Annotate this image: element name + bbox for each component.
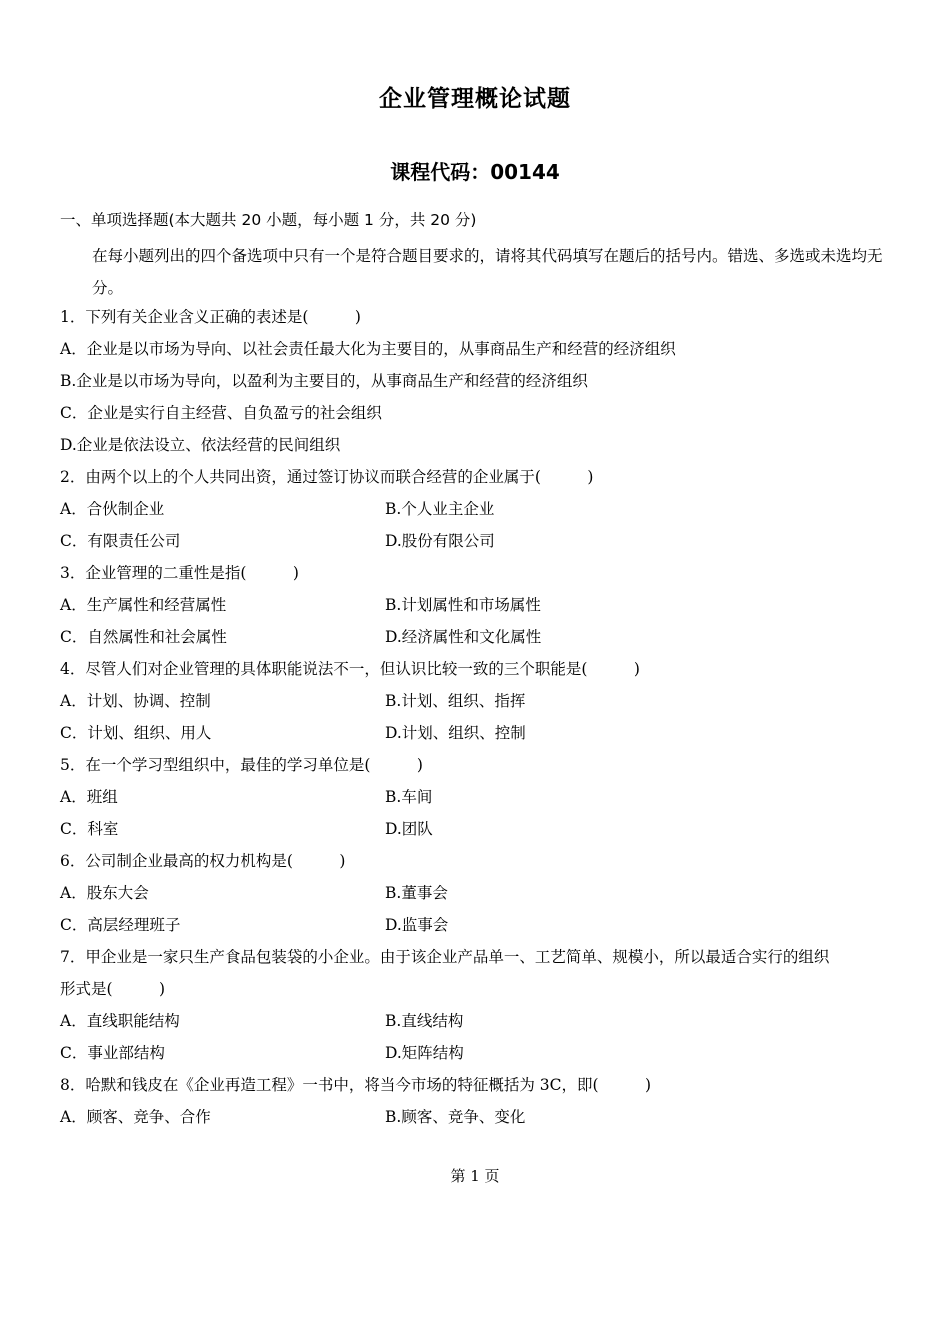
question-6-option-d: D.监事会 [385,916,449,934]
question-1-option-c: C．企业是实行自主经营、自负盈亏的社会组织 [60,404,382,422]
question-2-option-d: D.股份有限公司 [385,532,495,550]
course-code: 课程代码：00144 [390,160,560,184]
question-7-options-row-2 [60,1037,905,1069]
question-2-option-b: B.个人业主企业 [385,500,495,518]
question-6-option-c: C．高层经理班子 [60,916,181,934]
question-1-option-d: D.企业是依法设立、依法经营的民间组织 [60,436,341,454]
question-list [60,301,905,1133]
question-8-stem: 8．哈默和钱皮在《企业再造工程》一书中，将当今市场的特征概括为 3C，即( ) [60,1076,652,1094]
question-3-stem: 3．企业管理的二重性是指( ) [60,564,299,582]
question-7-option-a: A．直线职能结构 [60,1012,180,1030]
question-3-option-d: D.经济属性和文化属性 [385,628,542,646]
question-5-options-row-2 [60,813,905,845]
question-2-option-a: A．合伙制企业 [60,500,165,518]
question-3-options-row-1 [60,589,905,621]
question-2-option-c: C．有限责任公司 [60,532,181,550]
question-3-option-b: B.计划属性和市场属性 [385,596,541,614]
question-5-options-row-1 [60,781,905,813]
question-6-options-row-1 [60,877,905,909]
question-4-option-c: C．计划、组织、用人 [60,724,212,742]
section-heading: 一、单项选择题(本大题共 20 小题，每小题 1 分，共 20 分) [60,211,477,229]
question-8-option-b: B.顾客、竞争、变化 [385,1108,526,1126]
question-8-option-a: A．顾客、竞争、合作 [60,1108,211,1126]
question-5-option-d: D.团队 [385,820,433,838]
question-1-stem: 1．下列有关企业含义正确的表述是( ) [60,308,361,326]
question-4-option-d: D.计划、组织、控制 [385,724,526,742]
question-4-option-a: A．计划、协调、控制 [60,692,211,710]
question-6-option-a: A．股东大会 [60,884,149,902]
question-5-option-a: A．班组 [60,788,118,806]
question-4-options-row-2 [60,717,905,749]
question-4-option-b: B.计划、组织、指挥 [385,692,526,710]
question-4-stem: 4．尽管人们对企业管理的具体职能说法不一，但认识比较一致的三个职能是( ) [60,660,640,678]
question-8-options-row-1 [60,1101,905,1133]
exam-title: 企业管理概论试题 [379,86,571,112]
question-2-options-row-2 [60,525,905,557]
question-1-option-b: B.企业是以市场为导向，以盈利为主要目的，从事商品生产和经营的经济组织 [60,372,588,390]
question-6-option-b: B.董事会 [385,884,448,902]
question-7-option-c: C．事业部结构 [60,1044,165,1062]
question-7-options-row-1 [60,1005,905,1037]
page-footer: 第 1 页 [450,1167,500,1185]
question-3-option-a: A．生产属性和经营属性 [60,596,227,614]
question-3-options-row-2 [60,621,905,653]
question-7-option-d: D.矩阵结构 [385,1044,464,1062]
question-3-option-c: C．自然属性和社会属性 [60,628,227,646]
question-2-stem: 2．由两个以上的个人共同出资，通过签订协议而联合经营的企业属于( ) [60,468,594,486]
question-5-option-c: C．科室 [60,820,119,838]
question-5-option-b: B.车间 [385,788,433,806]
question-2-options-row-1 [60,493,905,525]
question-7-stem-line-1: 7．甲企业是一家只生产食品包装袋的小企业。由于该企业产品单一、工艺简单、规模小，所以最适合实行的组织 [60,948,830,966]
question-6-options-row-2 [60,909,905,941]
question-5-stem: 5．在一个学习型组织中，最佳的学习单位是( ) [60,756,423,774]
section-instructions: 在每小题列出的四个备选项中只有一个是符合题目要求的，请将其代码填写在题后的括号内。错选、多选或未选均无分。 [92,247,883,297]
question-6-stem: 6．公司制企业最高的权力机构是( ) [60,852,346,870]
question-1-option-a: A．企业是以市场为导向、以社会责任最大化为主要目的，从事商品生产和经营的经济组织 [60,340,676,358]
question-7-stem-line-2: 形式是( ) [60,980,166,998]
question-4-options-row-1 [60,685,905,717]
question-7-option-b: B.直线结构 [385,1012,464,1030]
